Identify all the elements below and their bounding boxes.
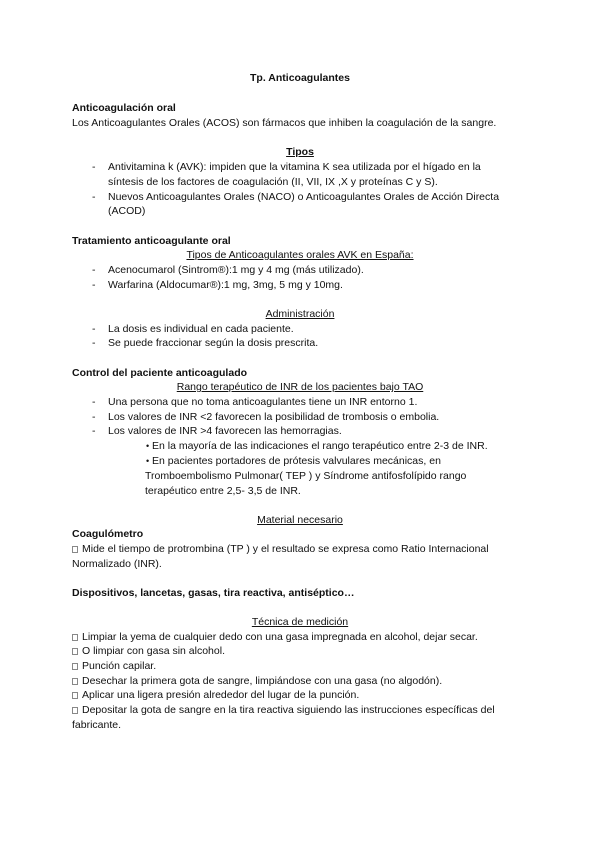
list-dash: - [92, 161, 96, 173]
control-item-2: Los valores de INR <2 favorecen la posibilidad de trombosis o embolia. [108, 411, 440, 423]
checkbox-icon [72, 692, 78, 699]
checkbox-icon [72, 707, 78, 714]
section-heading-oral: Anticoagulación oral [72, 102, 176, 114]
tecnica-step-4: Desechar la primera gota de sangre, limpiándose con una gasa (no algodón). [72, 674, 442, 689]
tecnica-step-2: O limpiar con gasa sin alcohol. [72, 644, 225, 659]
tratamiento-item-2: Warfarina (Aldocumar®):1 mg, 3mg, 5 mg y 10mg. [108, 279, 343, 291]
tecnica-heading: Técnica de medición [251, 616, 349, 628]
control-item-3: Los valores de INR >4 favorecen las hemorragias. [108, 425, 342, 437]
oral-intro: Los Anticoagulantes Orales (ACOS) son fármacos que inhiben la coagulación de la sangre. [72, 117, 497, 129]
tratamiento-subheading: Tipos de Anticoagulantes orales AVK en España: [186, 249, 414, 261]
material-heading: Material necesario [257, 514, 343, 526]
control-subitem-2-line-3: terapéutico entre 2,5- 3,5 de INR. [145, 485, 301, 497]
checkbox-icon [72, 546, 78, 553]
administracion-heading: Administración [265, 308, 335, 320]
page-title: Tp. Anticoagulantes [250, 72, 350, 84]
coagulometro-text-line-1: Mide el tiempo de protrombina (TP ) y el resultado se expresa como Ratio Internacional [72, 542, 489, 557]
list-dash: - [92, 191, 96, 203]
tecnica-step-1: Limpiar la yema de cualquier dedo con una gasa impregnada en alcohol, dejar secar. [72, 630, 478, 645]
tipos-item-2-line-2: (ACOD) [108, 205, 146, 217]
list-dash: - [92, 279, 96, 291]
control-subitem-1: En la mayoría de las indicaciones el rango terapéutico entre 2-3 de INR. [152, 440, 488, 452]
control-item-1: Una persona que no toma anticoagulantes tiene un INR entorno 1. [108, 396, 418, 408]
tecnica-step-3: Punción capilar. [72, 659, 156, 674]
checkbox-icon [72, 648, 78, 655]
administracion-item-2: Se puede fraccionar según la dosis prescrita. [108, 337, 319, 349]
tipos-item-1-line-1: Antivitamina k (AVK): impiden que la vitamina K sea utilizada por el hígado en la [108, 161, 481, 173]
checkbox-icon [72, 663, 78, 670]
list-dash: - [92, 425, 96, 437]
coagulometro-text-line-2: Normalizado (INR). [72, 558, 162, 570]
bullet-dot: • [146, 456, 150, 466]
tecnica-step-5: Aplicar una ligera presión alrededor del lugar de la punción. [72, 688, 359, 703]
tecnica-step-6-line-1: Depositar la gota de sangre en la tira reactiva siguiendo las instrucciones específicas del [72, 703, 495, 718]
bullet-dot: • [146, 441, 150, 451]
administracion-item-1: La dosis es individual en cada paciente. [108, 323, 294, 335]
tipos-item-1-line-2: síntesis de los factores de coagulación (II, VII, IX ,X y proteínas C y S). [108, 176, 438, 188]
tecnica-step-6-line-2: fabricante. [72, 719, 122, 731]
dispositivos-heading: Dispositivos, lancetas, gasas, tira reactiva, antiséptico… [72, 587, 355, 599]
list-dash: - [92, 337, 96, 349]
checkbox-icon [72, 634, 78, 641]
list-dash: - [92, 411, 96, 423]
section-heading-tratamiento: Tratamiento anticoagulante oral [72, 235, 231, 247]
section-heading-control: Control del paciente anticoagulado [72, 367, 248, 379]
control-subitem-2-line-1: En pacientes portadores de prótesis valvulares mecánicas, en [152, 455, 441, 467]
tipos-heading: Tipos [286, 146, 314, 158]
list-dash: - [92, 396, 96, 408]
coagulometro-heading: Coagulómetro [72, 528, 144, 540]
control-subheading: Rango terapéutico de INR de los pacientes bajo TAO [176, 381, 424, 393]
checkbox-icon [72, 678, 78, 685]
control-subitem-2-line-2: Tromboembolismo Pulmonar( TEP ) y Síndrome antifosfolípido rango [145, 470, 467, 482]
tratamiento-item-1: Acenocumarol (Sintrom®):1 mg y 4 mg (más utilizado). [108, 264, 364, 276]
list-dash: - [92, 323, 96, 335]
list-dash: - [92, 264, 96, 276]
tipos-item-2-line-1: Nuevos Anticoagulantes Orales (NACO) o Anticoagulantes Orales de Acción Directa [108, 191, 500, 203]
